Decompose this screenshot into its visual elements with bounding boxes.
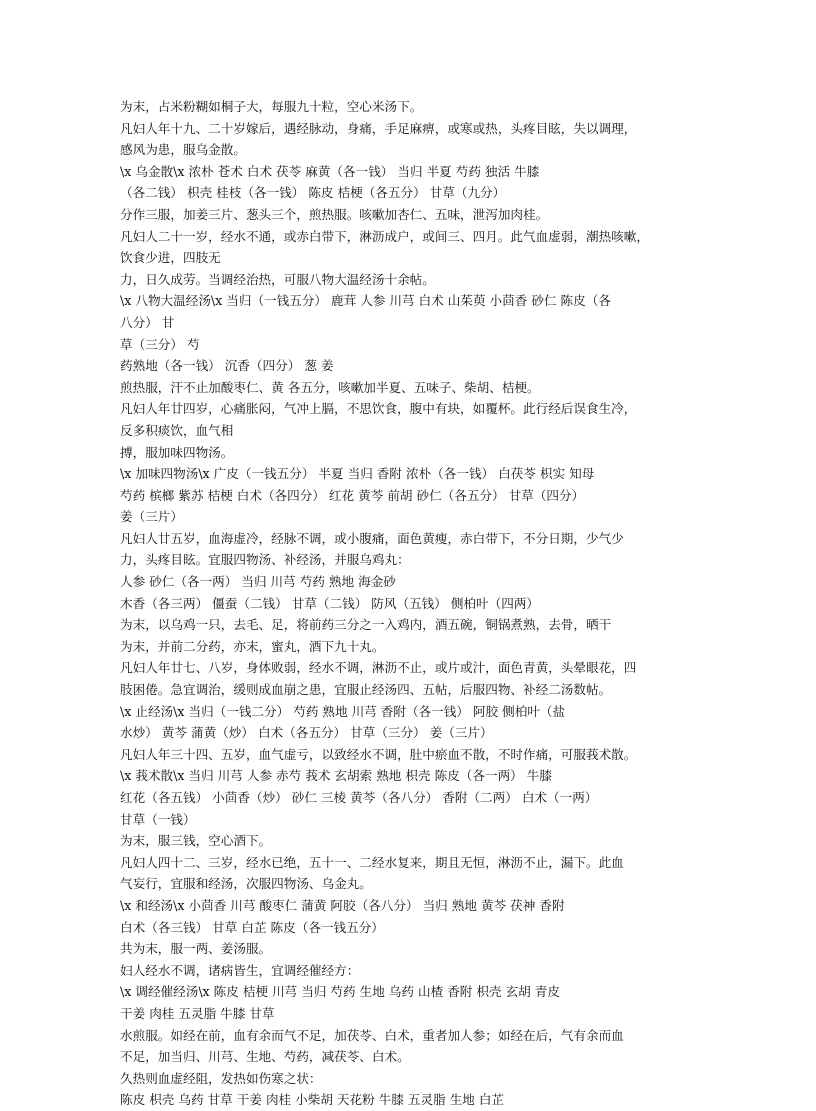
- text-line: 凡妇人年廿四岁，心痛胀闷，气冲上膈，不思饮食，腹中有块，如覆杯。此行经后误食生冷，: [120, 401, 637, 417]
- text-line: 姜（三片）: [120, 509, 183, 525]
- text-line: 感风为患，服乌金散。: [120, 142, 246, 158]
- text-line: 干姜 肉桂 五灵脂 牛膝 甘草: [120, 1005, 275, 1021]
- text-line: 为末，占米粉糊如桐子大，每服九十粒，空心米汤下。: [120, 99, 423, 114]
- text-line: 八分） 甘: [120, 314, 175, 330]
- text-line: 凡妇人年三十四、五岁，血气虚亏，以致经水不调，肚中瘀血不散，不时作痛，可服莪术散。: [120, 746, 637, 762]
- text-line: \x 和经汤\x 小茴香 川芎 酸枣仁 蒲黄 阿胶（各八分） 当归 熟地 黄芩 茯神 香附: [120, 897, 565, 913]
- text-line: 妇人经水不调，诸病皆生，宜调经催经方：: [120, 962, 360, 978]
- text-line: \x 止经汤\x 当归（一钱二分） 芍药 熟地 川芎 香附（各一钱） 阿胶 侧柏叶（盐: [120, 703, 566, 719]
- text-line: 木香（各三两） 僵蚕（二钱） 甘草（二钱） 防风（五钱） 侧柏叶（四两）: [120, 595, 540, 611]
- text-line: 草（三分） 芍: [120, 336, 200, 352]
- text-line: 凡妇人二十一岁，经水不通，或赤白带下，淋沥成户，或间三、四月。此气血虚弱，潮热咳嗽，: [120, 228, 649, 244]
- text-line: 芍药 槟榔 紫苏 桔梗 白术（各四分） 红花 黄芩 前胡 砂仁（各五分） 甘草（四分）: [120, 487, 585, 503]
- text-line: 水煎服。如经在前，血有余而气不足，加茯苓、白术，重者加人参；如经在后，气有余而血: [120, 1027, 624, 1043]
- text-line: 饮食少进，四肢无: [120, 250, 221, 266]
- text-line: \x 加味四物汤\x 广皮（一钱五分） 半夏 当归 香附 浓朴（各一钱） 白茯苓 枳实 知母: [120, 466, 595, 482]
- text-line: 药熟地（各一钱） 沉香（四分） 葱 姜: [120, 358, 334, 374]
- text-line: 凡妇人四十二、三岁，经水已绝，五十一、二经水复来，期且无恒，淋沥不止，漏下。此血: [120, 854, 624, 870]
- text-line: 凡妇人年十九、二十岁嫁后，遇经脉动，身痛，手足麻痹，或寒或热，头疼目眩，失以调理，: [120, 120, 637, 136]
- text-line: \x 莪术散\x 当归 川芎 人参 赤芍 莪术 玄胡索 熟地 枳壳 陈皮（各一两） 牛膝: [120, 768, 552, 784]
- text-line: 力，日久成劳。当调经治热，可服八物大温经汤十余帖。: [120, 271, 435, 287]
- text-line: 陈皮 枳壳 乌药 甘草 干姜 肉桂 小柴胡 天花粉 牛膝 五灵脂 生地 白芷: [120, 1092, 505, 1108]
- text-line: \x 八物大温经汤\x 当归（一钱五分） 鹿茸 人参 川芎 白术 山茱萸 小茴香 砂仁 陈皮（各: [120, 293, 611, 309]
- text-line: 分作三服，加姜三片、葱头三个，煎热服。咳嗽加杏仁、五味，泄泻加肉桂。: [120, 206, 549, 222]
- text-line: 不足，加当归、川芎、生地、芍药，减茯苓、白术。: [120, 1049, 410, 1065]
- text-line: 水炒） 黄芩 蒲黄（炒） 白术（各五分） 甘草（三分） 姜（三片）: [120, 725, 493, 741]
- text-line: 气妄行，宜服和经汤，次服四物汤、乌金丸。: [120, 876, 372, 892]
- text-line: 反多积痰饮，血气相: [120, 422, 234, 438]
- text-line: 力，头疼目眩。宜服四物汤、补经汤，并服乌鸡丸：: [120, 552, 410, 568]
- text-line: 甘草（一钱）: [120, 811, 196, 827]
- text-line: 凡妇人年廿七、八岁，身体败弱，经水不调，淋沥不止，或片或汁，面色青黄，头晕眼花，四: [120, 660, 637, 676]
- text-line: 红花（各五钱） 小茴香（炒） 砂仁 三棱 黄芩（各八分） 香附（二两） 白术（一两）: [120, 790, 598, 805]
- text-line: 人参 砂仁（各一两） 当归 川芎 芍药 熟地 海金砂: [120, 574, 396, 590]
- text-line: （各二钱） 枳壳 桂枝（各一钱） 陈皮 桔梗（各五分） 甘草（九分）: [120, 185, 506, 201]
- text-line: 久热则血虚经阻，发热如伤寒之状：: [120, 1070, 322, 1086]
- text-line: 为末，服三钱，空心酒下。: [120, 833, 272, 849]
- text-line: \x 乌金散\x 浓朴 苍术 白术 茯苓 麻黄（各一钱） 当归 半夏 芍药 独活 牛膝: [120, 163, 540, 179]
- text-line: 共为末，服一两、姜汤服。: [120, 941, 272, 957]
- text-line: 搏，服加味四物汤。: [120, 444, 234, 460]
- text-line: 白术（各三钱） 甘草 白芷 陈皮（各一钱五分）: [120, 919, 384, 935]
- text-line: 为末，并前二分药，亦末，蜜丸，酒下九十丸。: [120, 638, 385, 654]
- text-line: \x 调经催经汤\x 陈皮 桔梗 川芎 当归 芍药 生地 乌药 山楂 香附 枳壳 玄胡 青皮: [120, 984, 560, 1000]
- text-line: 凡妇人廿五岁，血海虚冷，经脉不调，或小腹痛，面色黄瘦，赤白带下，不分日期，少气少: [120, 530, 624, 546]
- text-line: 煎热服，汗不止加酸枣仁、黄 各五分，咳嗽加半夏、五味子、柴胡、桔梗。: [120, 379, 540, 395]
- document-page: [120, 96, 696, 1111]
- text-line: 肢困倦。急宜调治，缓则成血崩之患，宜服止经汤四、五帖，后服四物、补经二汤数帖。: [120, 682, 612, 698]
- text-line: 为末，以乌鸡一只，去毛、足，将前药三分之一入鸡内，酒五碗，铜锅煮熟，去骨，晒干: [120, 617, 612, 633]
